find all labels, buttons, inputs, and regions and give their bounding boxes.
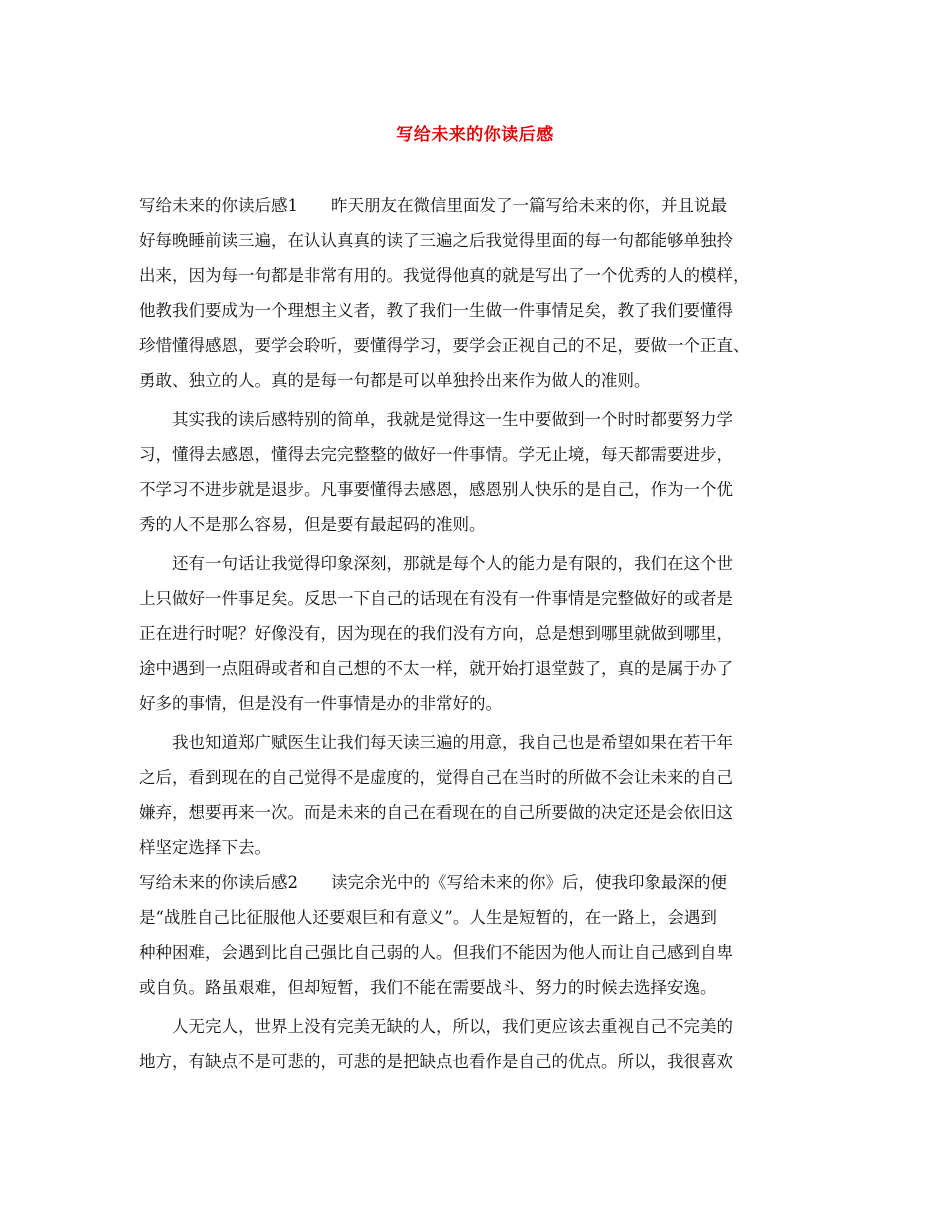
paragraph-line [139, 619, 733, 649]
paragraph-line [139, 475, 733, 505]
line-text: 种种困难，会遇到比自己强比自己弱的人。但我们不能因为他人而让自己感到自卑 [139, 943, 733, 962]
line-text: 出来，因为每一句都是非常有用的。我觉得他真的就是写出了一个优秀的人的模样， [139, 266, 750, 285]
essay-heading-line [139, 868, 727, 898]
paragraph-line [139, 728, 733, 758]
line-text: 不学习不进步就是退步。凡事要懂得去感恩，感恩别人快乐的是自己，作为一个优 [139, 480, 733, 499]
paragraph-line [139, 510, 486, 540]
line-text: 还有一句话让我觉得印象深刻，那就是每个人的能力是有限的，我们在这个世 [172, 554, 733, 573]
paragraph-line [139, 405, 733, 435]
paragraph-line [139, 654, 733, 684]
line-text: 是“战胜自己比征服他人还要艰巨和有意义”。人生是短暂的，在一路上，会遇到 [139, 908, 717, 927]
line-text: 他教我们要成为一个理想主义者，教了我们一生做一件事情足矣，教了我们要懂得 [139, 301, 733, 320]
line-text: 我也知道郑广赋医生让我们每天读三遍的用意，我自己也是希望如果在若干年 [172, 733, 733, 752]
paragraph-line [139, 938, 733, 968]
line-text: 习，懂得去感恩，懂得去完完整整的做好一件事情。学无止境，每天都需要进步， [139, 445, 733, 464]
paragraph-line [139, 903, 717, 933]
paragraph-line [139, 763, 733, 793]
line-text: 好多的事情，但是没有一件事情是办的非常好的。 [139, 694, 502, 713]
line-text: 正在进行时呢？好像没有，因为现在的我们没有方向，总是想到哪里就做到哪里， [139, 624, 733, 643]
paragraph-line [139, 296, 733, 326]
paragraph-line [139, 366, 651, 396]
essay-label: 写给未来的你读后感2 [139, 873, 298, 892]
paragraph-line [139, 1047, 733, 1077]
paragraph-line [139, 973, 717, 1003]
paragraph-line [139, 549, 733, 579]
essay-label: 写给未来的你读后感1 [139, 196, 298, 215]
paragraph-line [139, 440, 733, 470]
line-text: 其实我的读后感特别的简单，我就是觉得这一生中要做到一个时时都要努力学 [172, 410, 733, 429]
essay-heading-line [139, 191, 727, 221]
paragraph-line [139, 584, 733, 614]
line-text: 途中遇到一点阻碍或者和自己想的不太一样，就开始打退堂鼓了，真的是属于办了 [139, 659, 733, 678]
line-text: 读完余光中的《写给未来的你》后，使我印象最深的便 [331, 873, 727, 892]
line-text: 勇敢、独立的人。真的是每一句都是可以单独拎出来作为做人的准则。 [139, 371, 651, 390]
line-text: 地方，有缺点不是可悲的，可悲的是把缺点也看作是自己的优点。所以，我很喜欢 [139, 1052, 733, 1071]
paragraph-line [139, 226, 733, 256]
line-text: 珍惜懂得感恩，要学会聆听，要懂得学习，要学会正视自己的不足，要做一个正直、 [139, 336, 750, 355]
line-text: 之后，看到现在的自己觉得不是虚度的，觉得自己在当时的所做不会让未来的自己 [139, 768, 733, 787]
paragraph-line [139, 833, 271, 863]
line-text: 样坚定选择下去。 [139, 838, 271, 857]
line-text: 好每晚睡前读三遍，在认认真真的读了三遍之后我觉得里面的每一句都能够单独拎 [139, 231, 733, 250]
line-text: 或自负。路虽艰难，但却短暂，我们不能在需要战斗、努力的时候去选择安逸。 [139, 978, 717, 997]
paragraph-line [139, 261, 750, 291]
line-text: 人无完人，世界上没有完美无缺的人，所以，我们更应该去重视自己不完美的 [172, 1017, 733, 1036]
line-text: 昨天朋友在微信里面发了一篇写给未来的你，并且说最 [331, 196, 727, 215]
line-text: 上只做好一件事足矣。反思一下自己的话现在有没有一件事情是完整做好的或者是 [139, 589, 733, 608]
line-text: 秀的人不是那么容易，但是要有最起码的准则。 [139, 515, 486, 534]
paragraph-line [139, 689, 502, 719]
paragraph-line [139, 798, 733, 828]
paragraph-line [139, 1012, 733, 1042]
paragraph-line [139, 331, 750, 361]
document-title: 写给未来的你读后感 [396, 125, 554, 145]
line-text: 嫌弃，想要再来一次。而是未来的自己在看现在的自己所要做的决定还是会依旧这 [139, 803, 733, 822]
